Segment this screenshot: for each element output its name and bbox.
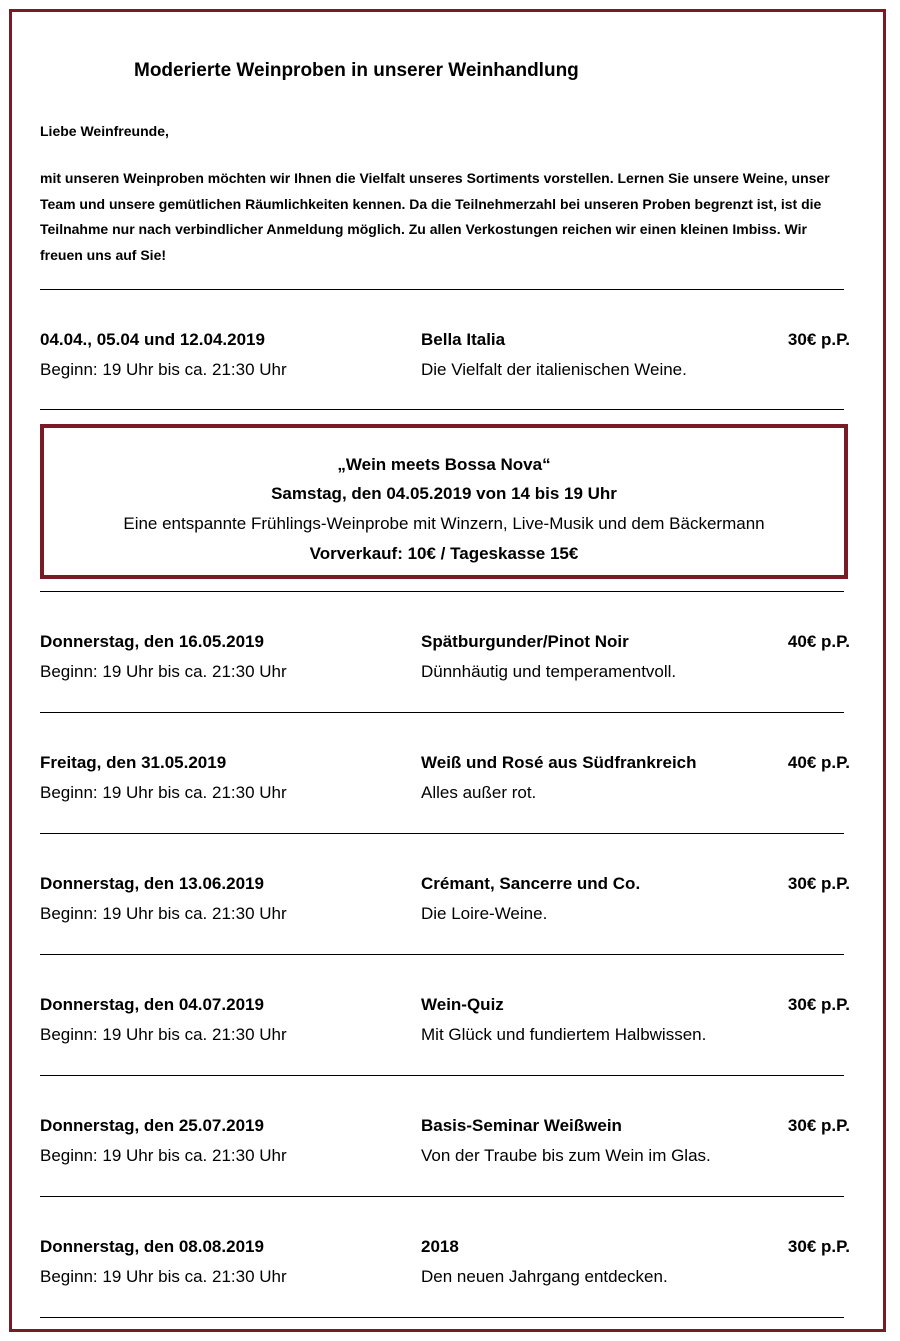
event-date: Donnerstag, den 16.05.2019	[40, 632, 264, 651]
event-row	[0, 632, 900, 692]
event-date: 04.04., 05.04 und 12.04.2019	[40, 330, 265, 349]
event-price: 40€ p.P.	[787, 753, 850, 772]
divider	[40, 954, 844, 955]
event-row	[0, 753, 900, 813]
highlight-description: Eine entspannte Frühlings-Weinprobe mit Winzern, Live-Musik und dem Bäckermann	[123, 514, 765, 533]
event-date: Freitag, den 31.05.2019	[40, 753, 227, 772]
event-time: Beginn: 19 Uhr bis ca. 21:30 Uhr	[40, 904, 287, 923]
event-description: Die Loire-Weine.	[421, 904, 548, 923]
event-name: Spätburgunder/Pinot Noir	[421, 632, 629, 651]
event-name: Bella Italia	[421, 330, 506, 349]
event-price: 30€ p.P.	[787, 995, 850, 1014]
divider	[40, 409, 844, 410]
highlight-title: „Wein meets Bossa Nova“	[337, 455, 551, 474]
event-time: Beginn: 19 Uhr bis ca. 21:30 Uhr	[40, 783, 287, 802]
event-name: Basis-Seminar Weißwein	[421, 1116, 622, 1135]
event-name: 2018	[421, 1237, 459, 1256]
highlight-date: Samstag, den 04.05.2019 von 14 bis 19 Uhr	[271, 484, 617, 503]
event-description: Dünnhäutig und temperamentvoll.	[421, 662, 677, 681]
event-time: Beginn: 19 Uhr bis ca. 21:30 Uhr	[40, 1025, 287, 1044]
event-time: Beginn: 19 Uhr bis ca. 21:30 Uhr	[40, 662, 287, 681]
greeting: Liebe Weinfreunde,	[40, 123, 169, 139]
event-name: Crémant, Sancerre und Co.	[421, 874, 641, 893]
event-price: 30€ p.P.	[787, 1116, 850, 1135]
event-time: Beginn: 19 Uhr bis ca. 21:30 Uhr	[40, 360, 287, 379]
event-row	[0, 874, 900, 934]
event-date: Donnerstag, den 04.07.2019	[40, 995, 264, 1014]
event-price: 30€ p.P.	[787, 330, 850, 349]
event-row	[0, 1237, 900, 1297]
event-date: Donnerstag, den 08.08.2019	[40, 1237, 264, 1256]
divider	[40, 591, 844, 592]
event-row	[0, 1116, 900, 1176]
event-time: Beginn: 19 Uhr bis ca. 21:30 Uhr	[40, 1267, 287, 1286]
event-price: 40€ p.P.	[787, 632, 850, 651]
event-row	[0, 330, 900, 390]
event-description: Alles außer rot.	[421, 783, 537, 802]
event-description: Die Vielfalt der italienischen Weine.	[421, 360, 687, 379]
divider	[40, 712, 844, 713]
divider	[40, 833, 844, 834]
highlight-box	[40, 424, 848, 579]
event-price: 30€ p.P.	[787, 1237, 850, 1256]
event-description: Mit Glück und fundiertem Halbwissen.	[421, 1025, 707, 1044]
event-name: Weiß und Rosé aus Südfrankreich	[421, 753, 697, 772]
highlight-price: Vorverkauf: 10€ / Tageskasse 15€	[309, 544, 579, 563]
event-name: Wein-Quiz	[421, 995, 504, 1014]
event-description: Den neuen Jahrgang entdecken.	[421, 1267, 668, 1286]
divider	[40, 1196, 844, 1197]
event-date: Donnerstag, den 25.07.2019	[40, 1116, 264, 1135]
divider	[40, 1075, 844, 1076]
event-time: Beginn: 19 Uhr bis ca. 21:30 Uhr	[40, 1146, 287, 1165]
event-description: Von der Traube bis zum Wein im Glas.	[421, 1146, 711, 1165]
event-row	[0, 995, 900, 1055]
page-title: Moderierte Weinproben in unserer Weinhandlung	[134, 60, 579, 81]
event-date: Donnerstag, den 13.06.2019	[40, 874, 264, 893]
divider	[40, 1317, 844, 1318]
divider	[40, 289, 844, 290]
event-price: 30€ p.P.	[787, 874, 850, 893]
intro-paragraph: mit unseren Weinproben möchten wir Ihnen die Vielfalt unseres Sortiments vorstellen. Lernen Sie unsere Weine, unser Team und unsere gemütlichen Räumlichkeiten kennen. Da die Teilnehmerzahl bei unseren Proben begrenzt ist, ist die Teilnahme nur nach verbindlicher Anmeldung möglich. Zu allen Verkostungen reichen wir einen kleinen Imbiss. Wir freuen uns auf Sie!	[40, 170, 830, 263]
